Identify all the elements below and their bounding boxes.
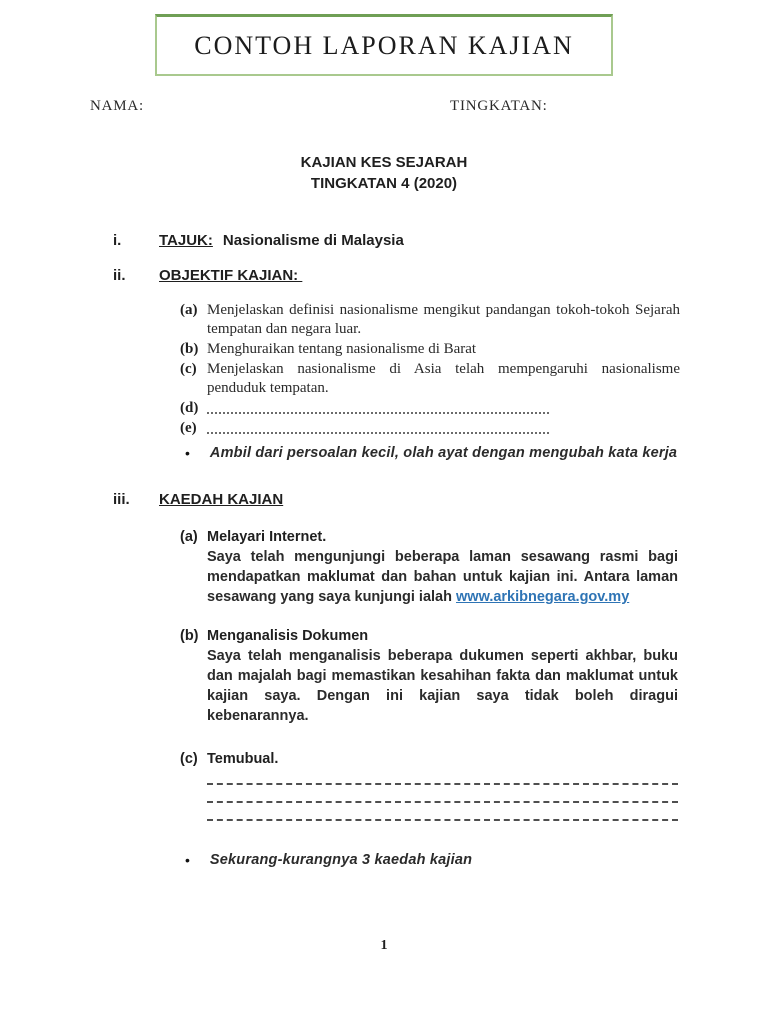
objective-item-a bbox=[180, 301, 680, 339]
method-item-b bbox=[180, 627, 678, 726]
item-label: (d) bbox=[180, 400, 199, 416]
report-heading-line1: KAJIAN KES SEJARAH bbox=[300, 154, 468, 171]
section-tajuk bbox=[113, 232, 680, 249]
page-title: CONTOH LAPORAN KAJIAN bbox=[194, 30, 574, 60]
item-label: (a) bbox=[180, 302, 198, 318]
item-text: Menjelaskan nasionalisme di Asia telah mempengaruhi nasionalisme penduduk tempatan. bbox=[207, 361, 680, 396]
class-label: TINGKATAN: bbox=[450, 98, 548, 114]
bullet-icon: • bbox=[185, 852, 190, 868]
method-body bbox=[207, 547, 678, 607]
item-label: (b) bbox=[180, 341, 199, 357]
method-heading: Melayari Internet. bbox=[207, 529, 327, 545]
method-content bbox=[207, 750, 678, 821]
objective-item-e bbox=[180, 419, 680, 438]
objective-item-d bbox=[180, 399, 680, 418]
external-link[interactable]: www.arkibnegara.gov.my bbox=[456, 589, 630, 605]
page-number: 1 bbox=[380, 938, 388, 953]
objectives-note bbox=[185, 444, 768, 463]
dashed-fill-in-line bbox=[207, 819, 678, 821]
meta-row bbox=[0, 98, 768, 116]
method-heading: Temubual. bbox=[207, 751, 279, 767]
item-label: (a) bbox=[180, 529, 198, 545]
dotted-fill-in-line bbox=[207, 399, 549, 414]
item-label: (e) bbox=[180, 420, 197, 436]
section-numeral-ii: ii. bbox=[113, 267, 126, 284]
dashed-fill-in-line bbox=[207, 783, 678, 785]
item-label: (c) bbox=[180, 361, 197, 377]
method-item-c bbox=[180, 750, 678, 821]
method-heading: Menganalisis Dokumen bbox=[207, 628, 369, 644]
method-item-a bbox=[180, 528, 678, 607]
section-heading-tajuk: TAJUK: bbox=[159, 232, 213, 249]
section-objektif bbox=[113, 267, 680, 284]
section-kaedah bbox=[113, 491, 680, 508]
item-text: Menjelaskan definisi nasionalisme mengikut pandangan tokoh-tokoh Sejarah tempatan dan negara luar. bbox=[207, 302, 680, 337]
methods-note bbox=[185, 851, 768, 870]
method-body-text: Saya telah menganalisis beberapa dukumen seperti akhbar, buku dan majalah bagi memastikan kesahihan fakta dan maklumat untuk kajian saya. Dengan ini kajian saya tidak boleh diragui kebenarannya. bbox=[207, 648, 678, 724]
methods-list bbox=[180, 528, 678, 821]
section-heading-kaedah: KAEDAH KAJIAN bbox=[159, 491, 284, 508]
method-body-text: Saya telah mengunjungi beberapa laman sesawang rasmi bagi mendapatkan maklumat dan bahan untuk kajian ini. Antara laman sesawang yang saya kunjungi ialah bbox=[207, 549, 678, 605]
item-text: Menghuraikan tentang nasionalisme di Barat bbox=[207, 341, 477, 357]
bullet-icon: • bbox=[185, 445, 190, 461]
objectives-list bbox=[180, 301, 680, 438]
objective-item-c bbox=[180, 360, 680, 398]
item-label: (c) bbox=[180, 751, 198, 767]
section-heading-objektif: OBJEKTIF KAJIAN: bbox=[159, 267, 303, 284]
objectives-note-text: Ambil dari persoalan kecil, olah ayat dengan mengubah kata kerja bbox=[209, 445, 678, 461]
methods-note-text: Sekurang-kurangnya 3 kaedah kajian bbox=[209, 852, 473, 868]
method-content bbox=[207, 627, 678, 726]
title-box bbox=[155, 14, 613, 76]
section-numeral-iii: iii. bbox=[113, 491, 130, 508]
tajuk-value: Nasionalisme di Malaysia bbox=[222, 232, 404, 249]
method-content bbox=[207, 528, 678, 607]
item-label: (b) bbox=[180, 628, 199, 644]
report-heading bbox=[0, 152, 768, 194]
name-label: NAMA: bbox=[90, 98, 145, 114]
objective-item-b bbox=[180, 340, 680, 359]
dashed-fill-in-line bbox=[207, 801, 678, 803]
dotted-fill-in-line bbox=[207, 419, 549, 434]
report-heading-line2: TINGKATAN 4 (2020) bbox=[310, 175, 458, 192]
section-numeral-i: i. bbox=[113, 232, 122, 249]
